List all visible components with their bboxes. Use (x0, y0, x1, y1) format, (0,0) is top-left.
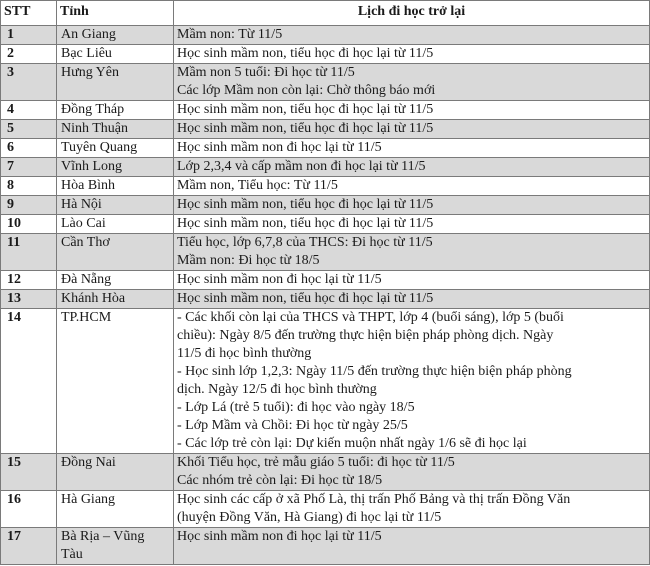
table-row (1, 528, 650, 565)
row-province: Tuyên Quang (57, 139, 174, 158)
row-province: Bạc Liêu (57, 45, 174, 64)
row-province: Lào Cai (57, 215, 174, 234)
row-schedule (174, 215, 650, 234)
schedule-line: Khối Tiểu học, trẻ mẫu giáo 5 tuổi: đi học từ 11/5 (177, 455, 455, 470)
row-stt: 10 (1, 215, 57, 234)
table-row (1, 309, 650, 454)
row-schedule (174, 158, 650, 177)
row-stt: 13 (1, 290, 57, 309)
row-stt: 12 (1, 271, 57, 290)
row-stt: 4 (1, 101, 57, 120)
row-province: Đà Nẵng (57, 271, 174, 290)
row-stt: 15 (1, 454, 57, 491)
table-row (1, 64, 650, 101)
schedule-line: Mầm non: Từ 11/5 (177, 27, 283, 42)
table-row (1, 120, 650, 139)
schedule-line: Học sinh mầm non đi học lại từ 11/5 (177, 272, 382, 287)
table-header-row (1, 1, 650, 26)
schedule-line: dịch. Ngày 12/5 đi học bình thường (177, 382, 377, 397)
province-line: Bà Rịa – Vũng (61, 529, 145, 544)
table-row (1, 26, 650, 45)
schedule-line: Mầm non, Tiểu học: Từ 11/5 (177, 178, 338, 193)
schedule-line: Các lớp Mầm non còn lại: Chờ thông báo mới (177, 83, 436, 98)
table-row (1, 101, 650, 120)
schedule-line: Mầm non: Đi học từ 18/5 (177, 253, 320, 268)
schedule-line: Học sinh mầm non đi học lại từ 11/5 (177, 529, 382, 544)
row-province: Ninh Thuận (57, 120, 174, 139)
table-body (1, 26, 650, 565)
schedule-line: Học sinh mầm non, tiểu học đi học lại từ 11/5 (177, 46, 434, 61)
row-province: Cần Thơ (57, 234, 174, 271)
row-stt: 14 (1, 309, 57, 454)
schedule-line: Học sinh mầm non đi học lại từ 11/5 (177, 140, 382, 155)
row-schedule (174, 26, 650, 45)
row-schedule (174, 528, 650, 565)
row-stt: 2 (1, 45, 57, 64)
schedule-line: Học sinh mầm non, tiểu học đi học lại từ 11/5 (177, 216, 434, 231)
row-stt: 7 (1, 158, 57, 177)
schedule-line: Tiểu học, lớp 6,7,8 của THCS: Đi học từ 11/5 (177, 235, 433, 250)
row-province: Hòa Bình (57, 177, 174, 196)
schedule-line: 11/5 đi học bình thường (177, 346, 312, 361)
row-schedule (174, 309, 650, 454)
table-row (1, 196, 650, 215)
row-schedule (174, 290, 650, 309)
header-province: Tỉnh (57, 1, 174, 26)
row-schedule (174, 101, 650, 120)
row-province: Hà Giang (57, 491, 174, 528)
schedule-line: - Học sinh lớp 1,2,3: Ngày 11/5 đến trường thực hiện biện pháp phòng (177, 364, 572, 379)
table-row (1, 454, 650, 491)
row-stt: 8 (1, 177, 57, 196)
table-row (1, 234, 650, 271)
schedule-line: Lớp 2,3,4 và cấp mầm non đi học lại từ 11/5 (177, 159, 426, 174)
row-schedule (174, 454, 650, 491)
table-row (1, 215, 650, 234)
schedule-line: Học sinh mầm non, tiểu học đi học lại từ 11/5 (177, 197, 434, 212)
row-schedule (174, 45, 650, 64)
schedule-line: Học sinh mầm non, tiểu học đi học lại từ 11/5 (177, 121, 434, 136)
row-stt: 1 (1, 26, 57, 45)
row-province: Hưng Yên (57, 64, 174, 101)
schedule-line: - Các lớp trẻ còn lại: Dự kiến muộn nhất ngày 1/6 sẽ đi học lại (177, 436, 527, 451)
row-province: Hà Nội (57, 196, 174, 215)
schedule-line: - Các khối còn lại của THCS và THPT, lớp 4 (buổi sáng), lớp 5 (buổi (177, 310, 564, 325)
schedule-line: - Lớp Lá (trẻ 5 tuổi): đi học vào ngày 18/5 (177, 400, 415, 415)
schedule-line: (huyện Đồng Văn, Hà Giang) đi học lại từ 11/5 (177, 510, 442, 525)
row-stt: 6 (1, 139, 57, 158)
row-schedule (174, 234, 650, 271)
table-row (1, 158, 650, 177)
row-stt: 5 (1, 120, 57, 139)
schedule-line: - Lớp Mầm và Chồi: Đi học từ ngày 25/5 (177, 418, 408, 433)
row-schedule (174, 139, 650, 158)
row-schedule (174, 491, 650, 528)
row-stt: 3 (1, 64, 57, 101)
row-province: An Giang (57, 26, 174, 45)
table-row (1, 290, 650, 309)
row-province: Vĩnh Long (57, 158, 174, 177)
schedule-line: Các nhóm trẻ còn lại: Đi học từ 18/5 (177, 473, 383, 488)
schedule-line: Học sinh mầm non, tiểu học đi học lại từ 11/5 (177, 102, 434, 117)
table-row (1, 491, 650, 528)
row-schedule (174, 271, 650, 290)
schedule-line: chiều): Ngày 8/5 đến trường thực hiện biện pháp phòng dịch. Ngày (177, 328, 554, 343)
row-schedule (174, 64, 650, 101)
schedule-line: Học sinh mầm non, tiểu học đi học lại từ 11/5 (177, 291, 434, 306)
row-province: Đồng Tháp (57, 101, 174, 120)
table-row (1, 271, 650, 290)
row-province: TP.HCM (57, 309, 174, 454)
row-stt: 11 (1, 234, 57, 271)
schedule-line: Học sinh các cấp ở xã Phố Là, thị trấn Phố Bảng và thị trấn Đồng Văn (177, 492, 571, 507)
row-province (57, 528, 174, 565)
row-schedule (174, 120, 650, 139)
table-row (1, 177, 650, 196)
row-province: Khánh Hòa (57, 290, 174, 309)
table-row (1, 45, 650, 64)
province-line: Tàu (61, 547, 83, 562)
row-stt: 17 (1, 528, 57, 565)
row-stt: 9 (1, 196, 57, 215)
header-stt: STT (1, 1, 57, 26)
row-schedule (174, 177, 650, 196)
schedule-line: Mầm non 5 tuổi: Đi học từ 11/5 (177, 65, 355, 80)
row-stt: 16 (1, 491, 57, 528)
row-province: Đồng Nai (57, 454, 174, 491)
table-row (1, 139, 650, 158)
header-schedule: Lịch đi học trở lại (174, 1, 650, 26)
row-schedule (174, 196, 650, 215)
